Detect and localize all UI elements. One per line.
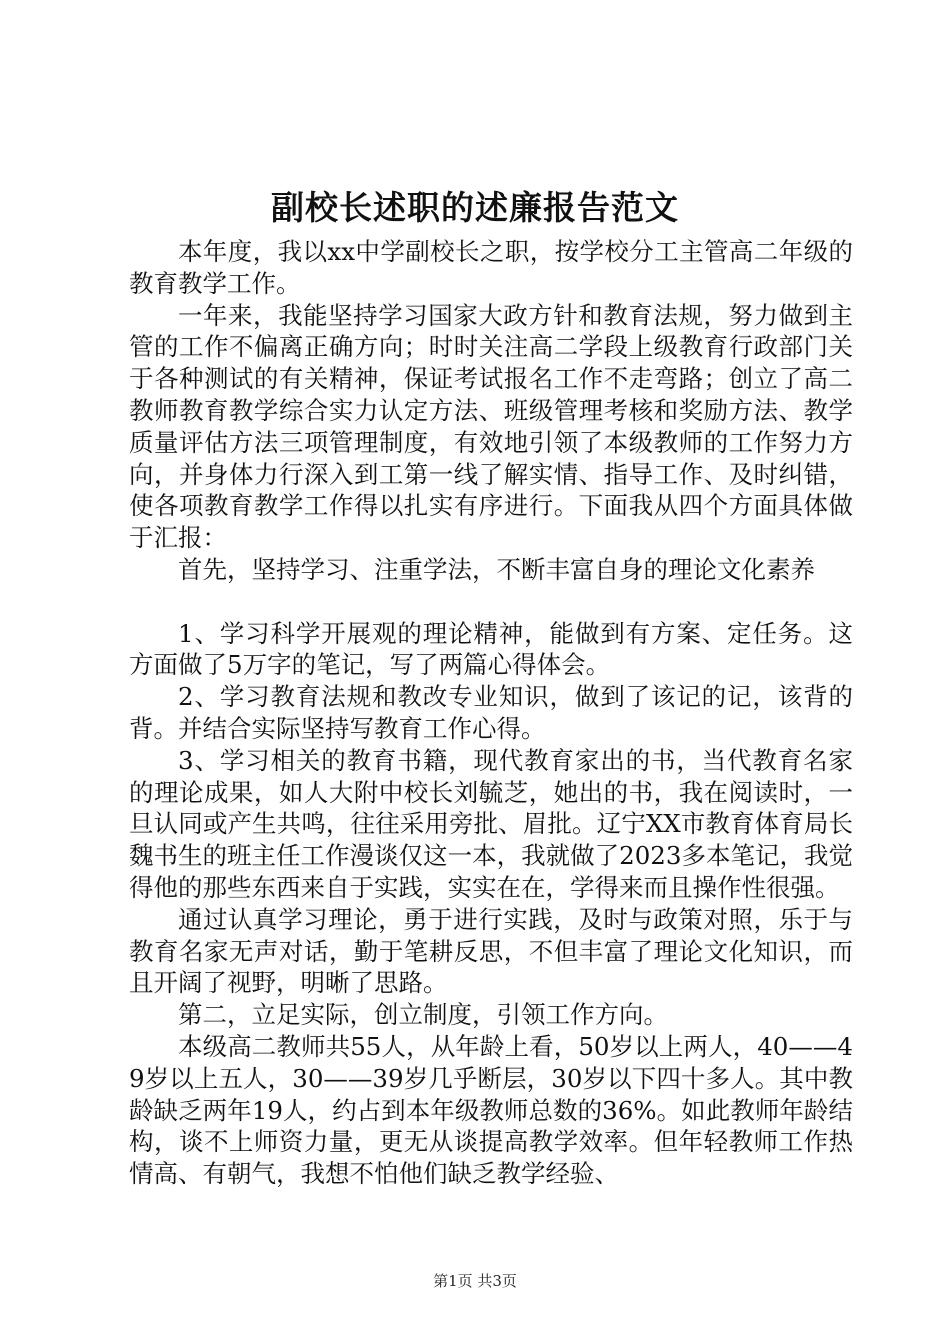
list-item-1: 1、学习科学开展观的理论精神，能做到有方案、定任务。这方面做了5万字的笔记，写了两篇心得体会。 (129, 618, 853, 680)
section-heading-second: 第二，立足实际，创立制度，引领工作方向。 (178, 1000, 668, 1030)
list-item-3: 3、学习相关的教育书籍，现代教育家出的书，当代教育名家的理论成果，如人大附中校长刘毓芝，她出的书，我在阅读时，一旦认同或产生共鸣，往往采用旁批、眉批。辽宁XX市教育体育局长魏书生的班主任工作漫谈仅这一本，我就做了2023多本笔记，我觉得他的那些东西来自于实践，实实在在，学得来而且操作性很强。 (129, 745, 853, 902)
paragraph-intro: 本年度，我以xx中学副校长之职，按学校分工主管高二年级的教育教学工作。 (129, 237, 853, 298)
page-footer: 第1页 共3页 (433, 1272, 517, 1290)
document-title: 副校长述职的述廉报告范文 (271, 188, 679, 227)
paragraph-staff: 本级高二教师共55人，从年龄上看，50岁以上两人，40——49岁以上五人，30——39岁几乎断层，30岁以下四十多人。其中教龄缺乏两年19人，约占到本年级教师总数的36%。如此教师年龄结构，谈不上师资力量，更无从谈提高教学效率。但年轻教师工作热情高、有朝气，我想不怕他们缺乏教学经验、 (129, 1031, 853, 1189)
document-body (129, 236, 853, 1190)
paragraph-summary: 通过认真学习理论，勇于进行实践，及时与政策对照，乐于与教育名家无声对话，勤于笔耕反思，不但丰富了理论文化知识，而且开阔了视野，明晰了思路。 (129, 904, 853, 998)
section-heading-first: 首先，坚持学习、注重学法，不断丰富自身的理论文化素养 (178, 554, 815, 584)
paragraph-overview: 一年来，我能坚持学习国家大政方针和教育法规，努力做到主管的工作不偏离正确方向；时时关注高二学段上级教育行政部门关于各种测试的有关精神，保证考试报名工作不走弯路；创立了高二教师教育教学综合实力认定方法、班级管理考核和奖励方法、教学质量评估方法三项管理制度，有效地引领了本级教师的工作努力方向，并身体力行深入到工第一线了解实情、指导工作、及时纠错，使各项教育教学工作得以扎实有序进行。下面我从四个方面具体做于汇报： (129, 300, 853, 553)
list-item-2: 2、学习教育法规和教改专业知识，做到了该记的记，该背的背。并结合实际坚持写教育工作心得。 (129, 682, 853, 743)
